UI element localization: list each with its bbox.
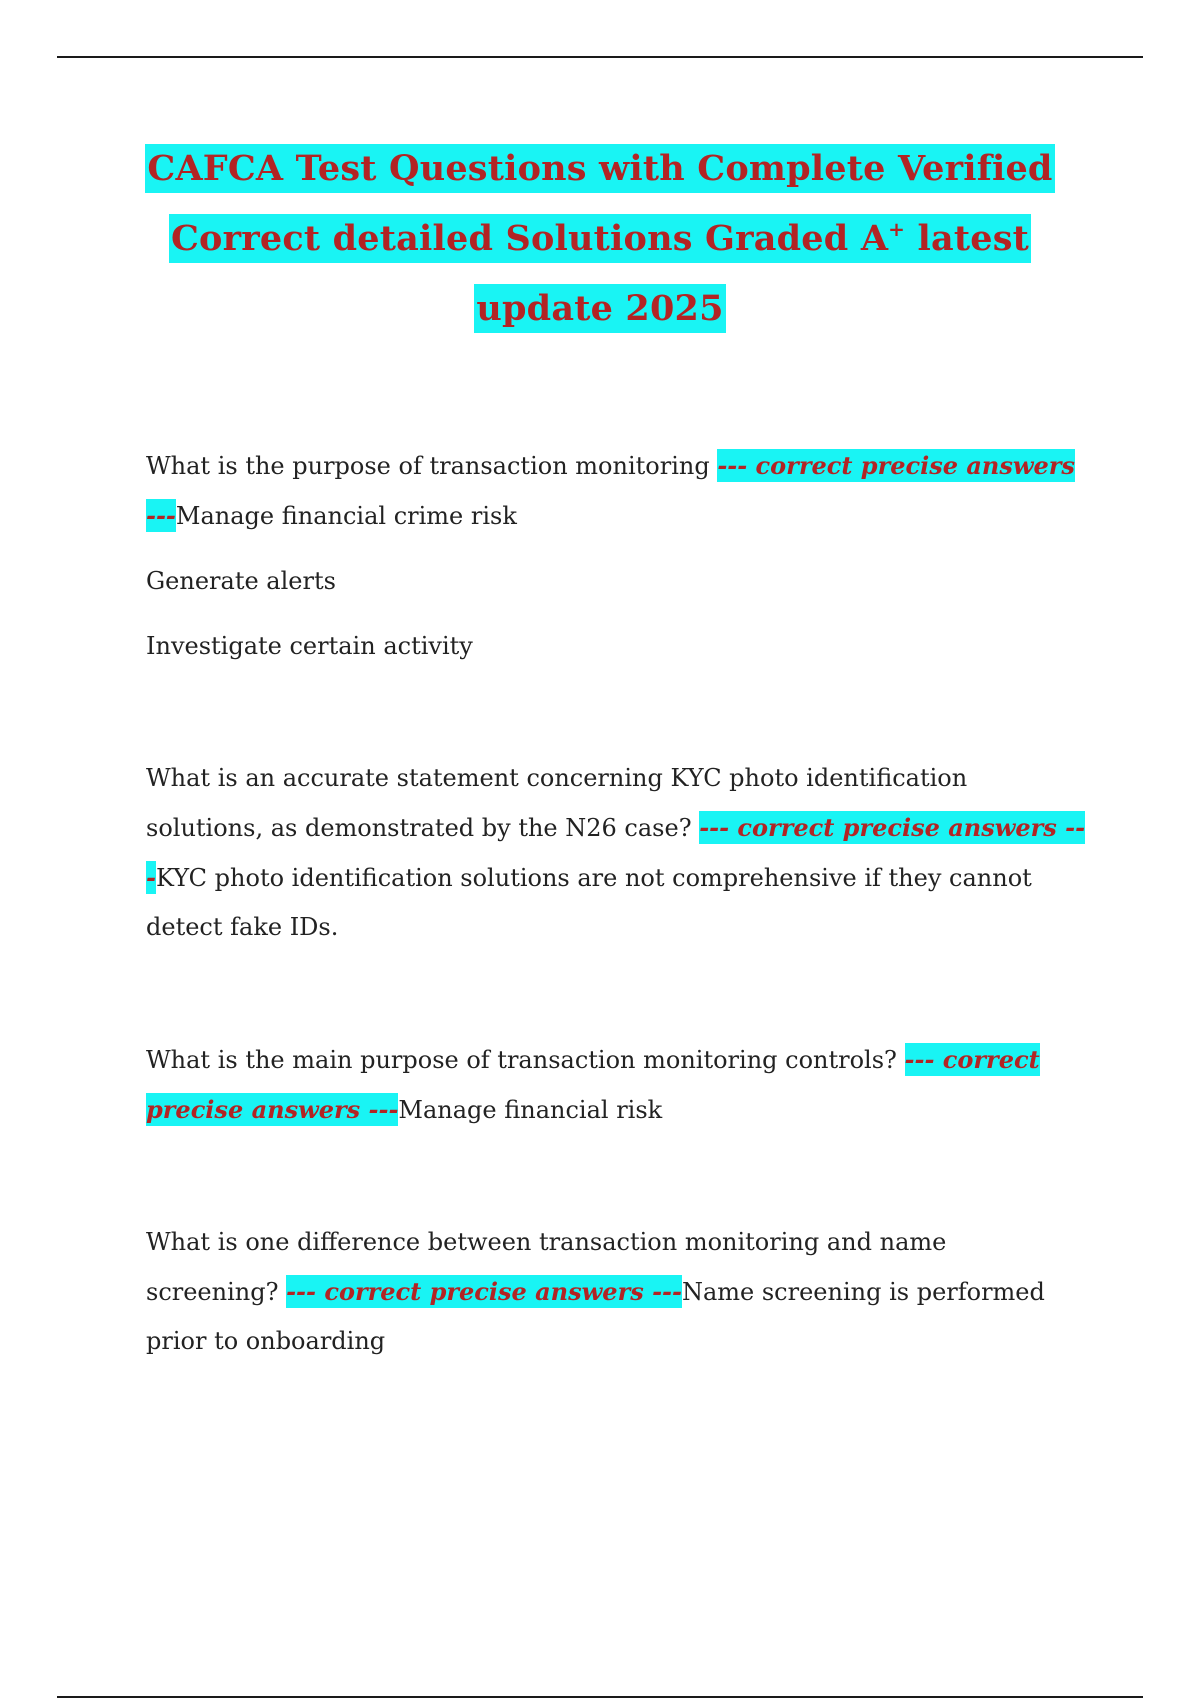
answer-marker: --- correct precise answers --- (146, 451, 1075, 530)
answer-text: Manage financial risk (398, 1096, 663, 1124)
question-text: What is the purpose of transaction monitoring (146, 452, 718, 480)
answer-marker: --- correct precise answers --- (146, 1045, 1040, 1124)
superscript-plus: + (888, 217, 906, 241)
answer-marker: --- correct precise answers --- (286, 1277, 682, 1306)
qa-item-4 (146, 1218, 1086, 1366)
question-text: What is the main purpose of transaction monitoring controls? (146, 1046, 905, 1074)
qa-item-1 (146, 441, 1086, 541)
answer-text: Name screening is performed prior to onboarding (146, 1278, 1045, 1355)
header-rule (57, 56, 1143, 58)
document-title (100, 134, 1100, 344)
answer-text: Manage financial crime risk (175, 502, 517, 530)
qa-item-2 (146, 754, 1086, 952)
answer-extra-line: Investigate certain activity (146, 632, 473, 660)
qa-list (146, 441, 1086, 1366)
title-line-2: Correct detailed Solutions Graded A+ latest (100, 204, 1100, 274)
title-line-3: update 2025 (100, 274, 1100, 344)
qa-item-3 (146, 1035, 1086, 1135)
title-line-1: CAFCA Test Questions with Complete Verified (100, 134, 1100, 204)
answer-extra-line: Generate alerts (146, 567, 336, 595)
question-text: What is one difference between transaction monitoring and name screening? (146, 1228, 947, 1306)
footer-rule (57, 1696, 1143, 1698)
question-text: What is an accurate statement concerning KYC photo identification solutions, as demonstrated by the N26 case? (146, 764, 968, 842)
answer-text: KYC photo identification solutions are not comprehensive if they cannot detect fake IDs. (146, 864, 1032, 941)
answer-marker: --- correct precise answers --- (146, 813, 1086, 892)
